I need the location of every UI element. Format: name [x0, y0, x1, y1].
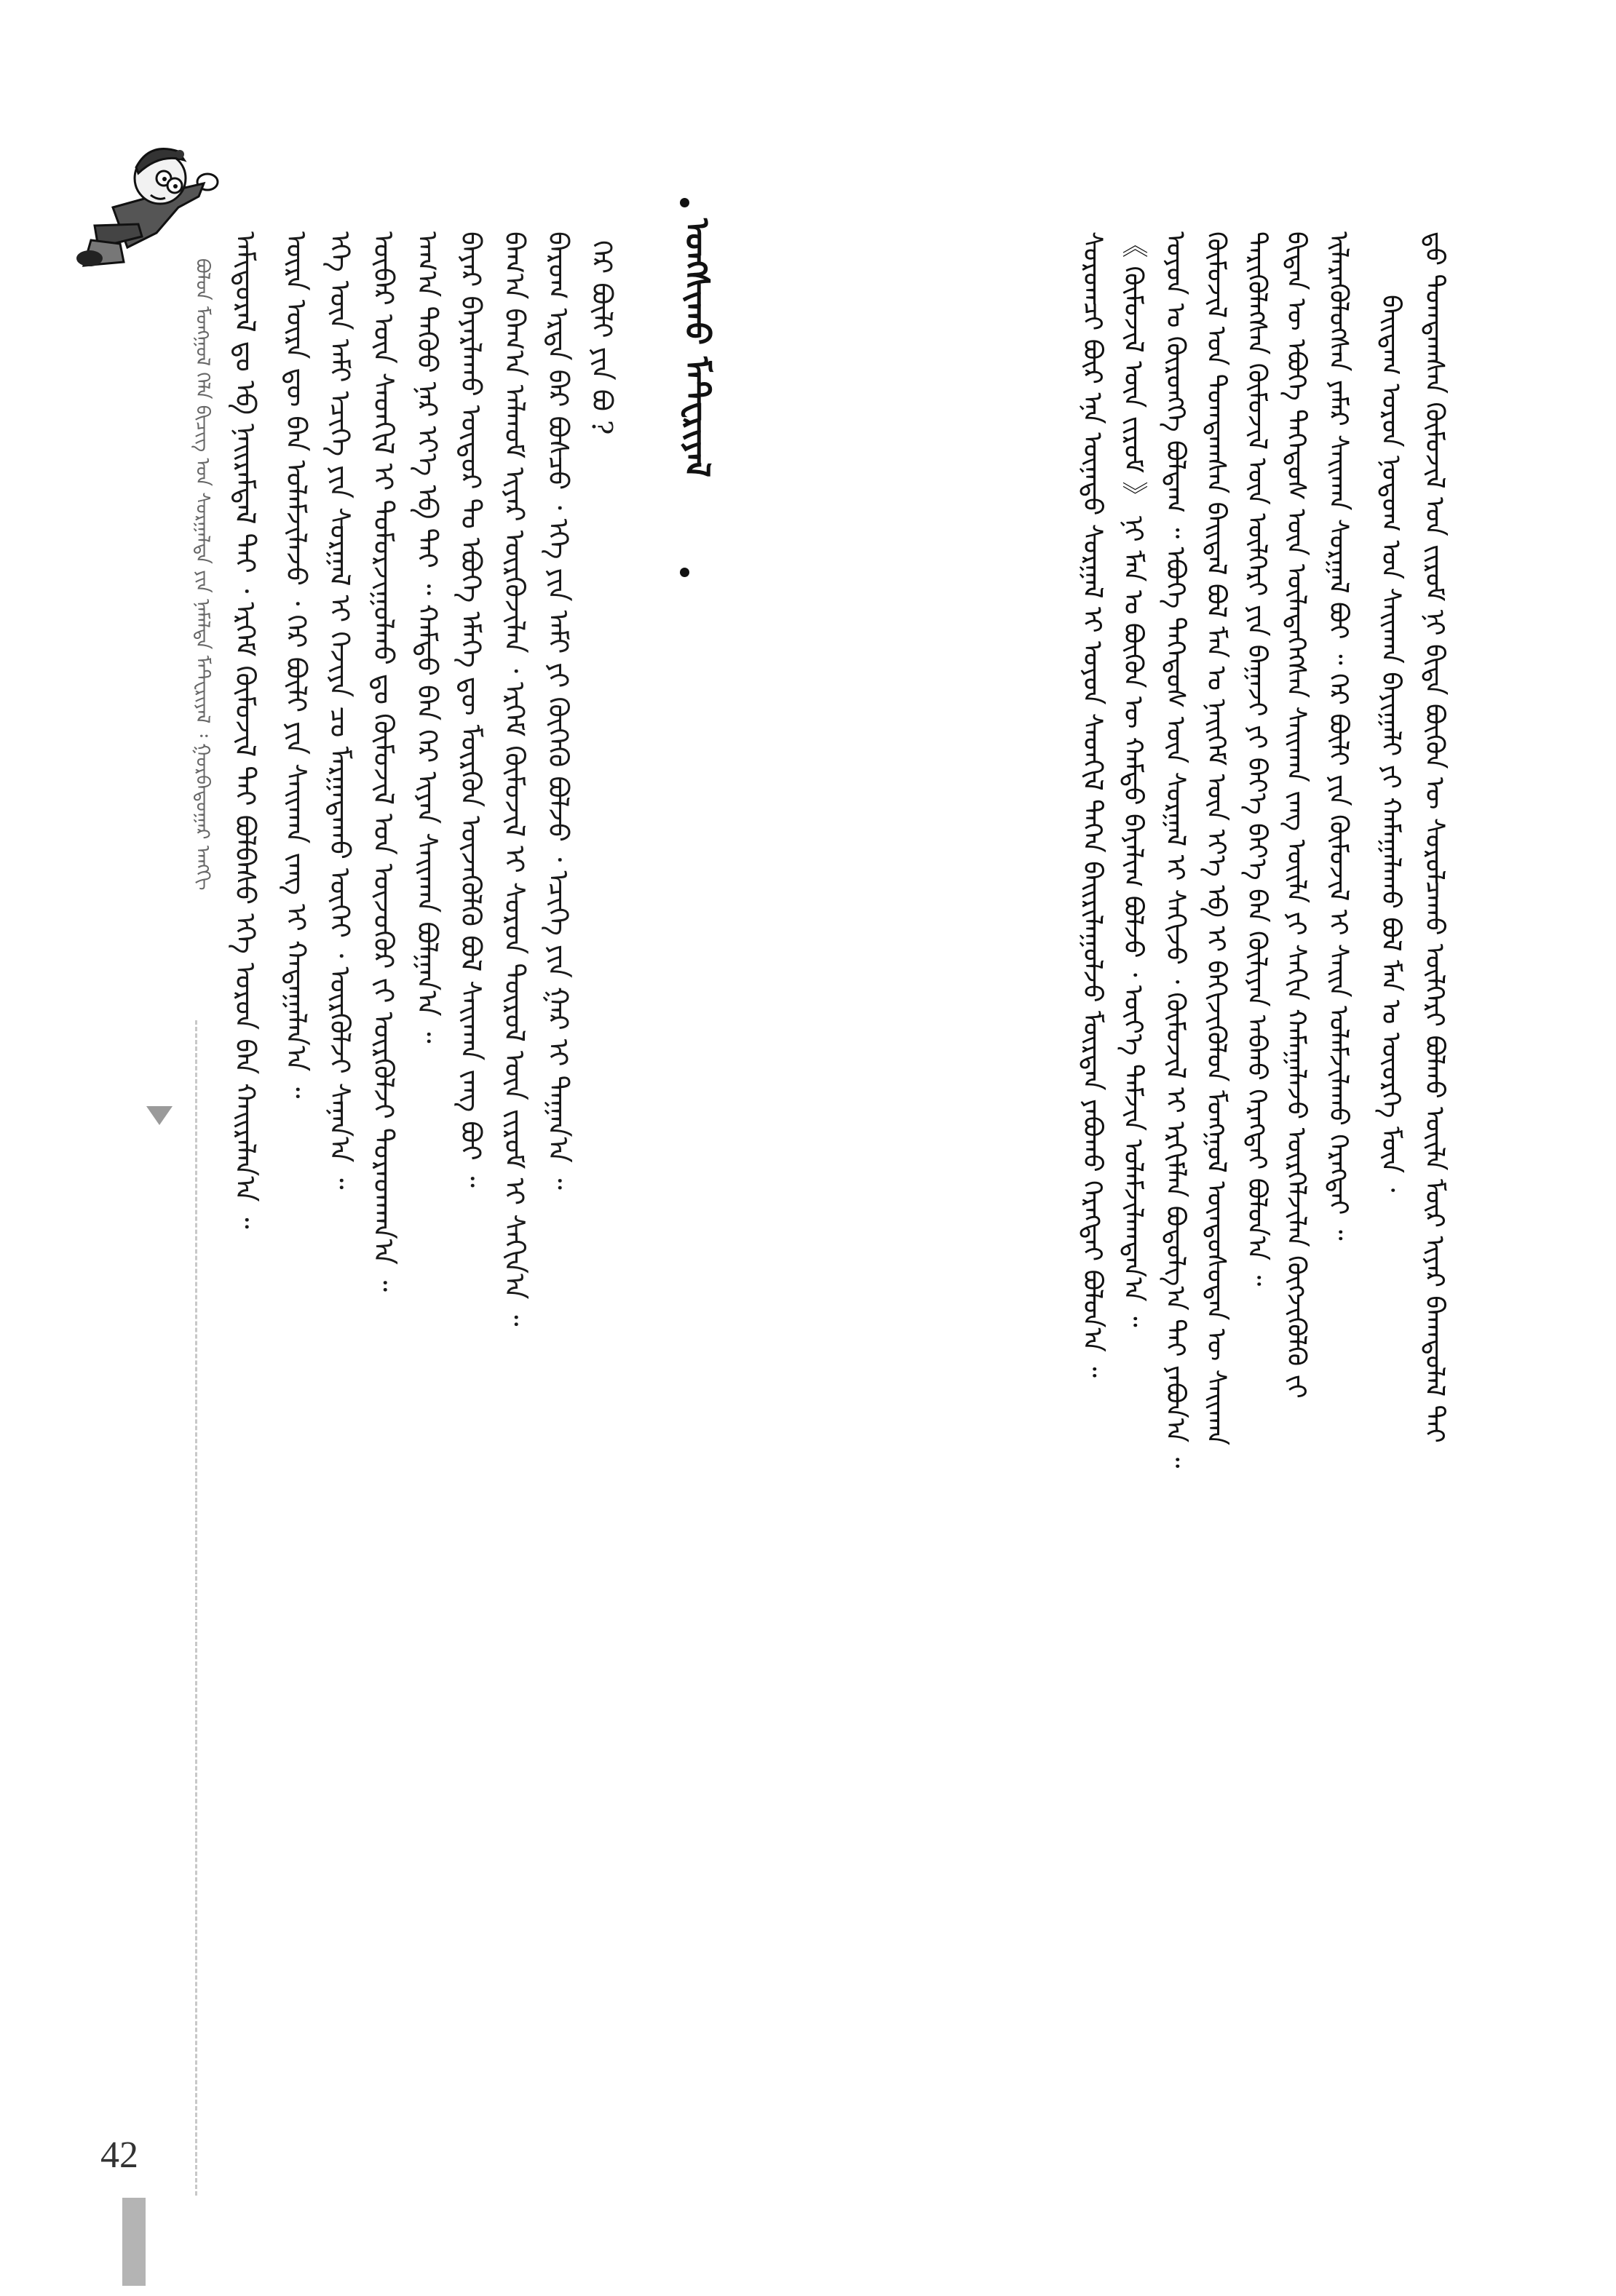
running-head: ᠪᠣᠯᠣᠨ ᠮᠣᠩᠭᠣᠯ ᠬᠡᠯᠡ ᠪᠢᠴᠢᠭ ᠤᠨ ᠰᠤᠷᠭᠠᠯᠳᠠ ᠶᠢᠨ ᠨᠡᠮᠡᠯᠲᠡ ᠮᠠᠲ᠋ᠧᠷᠢᠶᠠᠯ ᠄ ᠭᠤᠷᠪᠠᠳᠤᠭᠠᠷ ᠠᠩᠭᠢ	[191, 258, 213, 891]
verse-line: ᠠᠬ᠎ᠠ ᠳᠡᠭᠦᠦ ᠨᠠᠷ ᠡᠶ᠎ᠡ ᠡᠪ ᠲᠠᠢ ᠃ ᠬᠠᠮᠲᠤ ᠪᠠᠨ ᠭᠡᠷ ᠢᠶᠡᠨ ᠰᠠᠢᠬᠠᠨ ᠪᠣᠯᠭᠠᠨ᠎ᠠ ᠃	[411, 231, 443, 1044]
verse-line: ᠪᠠᠭ᠎ᠠ ᠪᠠᠭ᠎ᠠ ᠠᠯᠬᠤᠮ ᠢᠶᠠᠷ ᠦᠷᠭᠦᠵᠢᠯᠡᠨ ᠂ ᠡᠷᠬᠡᠮ ᠬᠦᠮᠦᠵᠢᠯ ᠢ ᠰᠤᠷᠤᠨ ᠲᠦᠷᠦᠯ ᠦᠨ ᠵᠢᠷᠤᠮ ᠢ ᠰᠠᠬᠢᠨ᠎ᠠ ᠃	[499, 231, 531, 1327]
section-heading: ᠤᠩᠰᠢᠬᠤ ᠮᠠᠲ᠋ᠧᠷᠢᠶᠠᠯ	[678, 218, 717, 478]
verse-line: ᠪᠠᠶᠠᠷ ᠪᠠᠶᠠᠷᠯᠠᠬᠤ ᠦᠳᠦᠷ ᠲᠤ ᠡᠪᠦᠭᠡ ᠡᠮᠡᠭᠡ ᠳᠦ ᠮᠥᠷᠭᠦᠨ ᠦᠵᠡᠭᠦᠯᠬᠦ ᠪᠣᠯ ᠰᠠᠢᠬᠠᠨ ᠵᠠᠩ ᠪᠣᠢ ᠃	[455, 231, 487, 1188]
mascot-boy-illustration	[69, 138, 222, 273]
body-line: ᠣᠶᠤᠨ ᠤ ᠬᠥᠷᠥᠩᠭᠡ ᠪᠣᠯᠳᠠᠭ ᠃ ᠡᠪᠦᠭᠡ ᠳᠡᠭᠡᠳᠦᠰ ᠦᠨ ᠰᠤᠷᠭᠠᠯ ᠢ ᠰᠠᠬᠢᠵᠤ ᠂ ᠬᠦᠮᠦᠵᠢᠯ ᠢ ᠡᠷᠬᠢᠮᠯᠡᠨ ᠪᠣᠳᠣᠯᠭ᠎ᠠ ᠲᠠᠢ ᠶᠠᠪᠤᠨ᠎ᠠ ᠃	[1160, 231, 1190, 1469]
body-line: ᠲᠡᠷᠢᠭᠦᠯᠡᠭᠰᠡᠨ ᠬᠦᠮᠦᠵᠢᠯ ᠦᠨ ᠦᠯᠭᠡᠷᠢ ᠶᠢᠨ ᠪᠠᠭᠠᠵᠢ ᠶᠢ ᠪᠡᠶ᠎ᠡ ᠪᠡᠶ᠎ᠡ ᠪᠡᠨ ᠬᠦᠯᠢᠶᠡᠨ ᠠᠪᠬᠤ ᠬᠡᠷᠡᠭᠲᠡᠢ ᠪᠣᠯᠤᠨ᠎ᠠ ᠃	[1242, 231, 1272, 1287]
body-line: ᠢᠯᠡᠷᠡᠭᠦᠯᠦᠭᠰᠡᠨ ᠶᠠᠮᠠᠷ ᠰᠠᠢᠬᠠᠨ ᠰᠤᠷᠭᠠᠯ ᠪᠣᠢ ᠃ ᠭᠡᠷ ᠪᠦᠯᠢ ᠶᠢᠨ ᠬᠦᠮᠦᠵᠢᠯ ᠢ ᠰᠠᠢᠨ ᠤᠯᠠᠮᠵᠢᠯᠠᠬᠤ ᠬᠡᠷᠡᠭᠲᠡᠢ ᠃	[1323, 231, 1353, 1241]
body-line: ᠬᠦᠮᠦᠵᠢᠯ ᠤᠨ ᠲᠣᠭᠲᠠᠭᠰᠠᠨ ᠪᠠᠢᠳᠠᠯ ᠪᠣᠯ ᠮᠠᠨ ᠤ ᠨᠡᠢᠭᠡᠮ ᠦᠨ ᠡᠶ᠎ᠡ ᠡᠪ ᠢ ᠪᠡᠬᠢᠵᠢᠭᠦᠯᠦᠨ ᠮᠣᠩᠭᠣᠯ ᠦᠨᠳᠦᠰᠦᠲᠡᠨ ᠦ ᠰᠠᠢᠬᠠᠨ	[1201, 231, 1231, 1446]
thumb-index-bar	[122, 2198, 146, 2286]
dashed-divider	[195, 1020, 197, 2196]
verse-line: ᠡᠬᠡ ᠦᠨ ᠠᠮᠢ ᠡᠴᠢᠭᠡ ᠶᠢᠨ ᠰᠤᠷᠭᠠᠯ ᠢ ᠬᠡᠵᠢᠶᠡ ᠴᠤ ᠮᠠᠷᠭᠠᠲᠠᠬᠤ ᠦᠭᠡᠢ ᠂ ᠦᠷᠭᠦᠯᠵᠢ ᠰᠠᠨᠠᠨ᠎ᠠ ᠃	[324, 231, 356, 1190]
body-line: ᠪᠢᠳᠡᠨ ᠦ ᠡᠪᠦᠭᠡ ᠳᠡᠭᠡᠳᠦᠰ ᠦᠨ ᠦᠯᠡᠳᠡᠭᠡᠭᠰᠡᠨ ᠰᠠᠢᠬᠠᠨ ᠵᠠᠩ ᠦᠢᠯᠡ ᠶᠢ ᠰᠠᠬᠢᠨ ᠬᠠᠮᠠᠭᠠᠯᠠᠵᠤ ᠦᠷᠭᠡᠯᠵᠢᠯᠡᠨ ᠬᠦᠭᠵᠢᠭᠦᠯᠬᠦ ᠵᠢ	[1281, 231, 1311, 1399]
body-line: ᠪᠠᠢᠳᠠᠭ ᠣᠷᠣᠨ ᠨᠤᠲᠤᠭ ᠤᠨ ᠰᠠᠢᠬᠠᠨ ᠪᠠᠶᠢᠭᠠᠯᠢ ᠶᠢ ᠬᠠᠮᠠᠭᠠᠯᠠᠬᠤ ᠪᠣᠯ ᠮᠠᠨ ᠤ ᠦᠦᠷᠭᠡ ᠮᠦᠨ ᠂	[1376, 295, 1406, 1193]
verse-line: ᠭᠡᠷ ᠪᠦᠯᠢ ᠶᠢᠨ ᠪᠤ ?	[586, 240, 618, 435]
verse-line: ᠠᠮᠢᠳᠤᠷᠠᠯ ᠳᠤ ᠡᠪ ᠨᠠᠢᠷᠠᠮᠳᠠᠯ ᠲᠠᠢ ᠂ ᠡᠷᠬᠡᠮ ᠬᠦᠮᠦᠵᠢᠯ ᠲᠠᠢ ᠪᠣᠯᠪᠠᠰᠤ ᠡᠬᠡ ᠣᠷᠣᠨ ᠪᠠᠨ ᠬᠠᠢᠷᠠᠯᠠᠨ᠎ᠠ ᠃	[229, 231, 261, 1229]
body-line: 《 ᠬᠦᠮᠦᠵᠢᠯ ᠦᠨ ᠵᠢᠷᠤᠮ 》 ᠨᠢ ᠮᠠᠨ ᠤ ᠪᠦᠬᠦᠨ ᠦ ᠬᠠᠮᠲᠤ ᠪᠠᠶᠠᠯᠢᠭ ᠪᠣᠯᠵᠤ ᠂ ᠦᠶ᠎ᠡ ᠳᠠᠮᠵᠢᠨ ᠤᠯᠠᠮᠵᠢᠯᠠᠭᠳᠠᠨ᠎ᠠ ᠃	[1118, 231, 1148, 1327]
triangle-marker-icon	[146, 1106, 173, 1125]
verse-line: ᠪᠠᠷᠤᠭ ᠡᠷᠲᠡ ᠪᠡᠷ ᠪᠣᠰᠴᠤ ᠂ ᠡᠬᠡ ᠶᠢᠨ ᠠᠮᠢ ᠶᠢ ᠬᠥᠬᠡᠬᠦ ᠪᠣᠯᠵᠤ ᠂ ᠡᠴᠢᠭᠡ ᠶᠢᠨ ᠭᠠᠷ ᠢ ᠳᠠᠭᠠᠨ᠎ᠠ ᠃	[542, 231, 574, 1190]
bullet-icon	[680, 568, 689, 577]
verse-line: ᠥᠪᠡᠷ ᠦᠨ ᠰᠡᠳᠬᠢᠯ ᠢ ᠲᠣᠮᠣᠷᠵᠢᠭᠤᠯᠬᠤ ᠳᠤ ᠬᠦᠮᠦᠵᠢᠯ ᠤᠨ ᠦᠵᠦᠭᠦᠷ ᠵᠢ ᠦᠷᠭᠦᠯᠵᠢ ᠳᠤᠷᠠᠳᠬᠠᠨ᠎ᠠ ᠃	[368, 231, 400, 1292]
page-number: 42	[100, 2134, 138, 2176]
body-line: ᠰᠤᠷᠤᠭᠴᠢ ᠪᠦᠷ ᠡᠨᠡ ᠦᠨᠡᠲᠦ ᠰᠤᠷᠭᠠᠯ ᠢ ᠣᠶᠤᠨ ᠰᠡᠳᠬᠢᠯ ᠳᠡᠭᠡᠨ ᠪᠠᠢᠷᠢᠯᠠᠭᠤᠯᠵᠤ ᠮᠥᠷᠳᠡᠨ ᠶᠠᠪᠤᠬᠤ ᠬᠡᠷᠡᠭᠲᠡᠢ ᠪᠣᠯᠤᠨ᠎ᠠ ᠃	[1077, 231, 1107, 1378]
body-line: ᠳ᠋ᠤ ᠲᠣᠭᠲᠠᠭᠰᠠᠨ ᠬᠦᠮᠦᠵᠢᠯ ᠤᠨ ᠵᠢᠷᠤᠮ ᠨᠢ ᠪᠢᠳᠡ ᠪᠦᠬᠦᠨ ᠦ ᠰᠤᠷᠤᠯᠴᠠᠬᠤ ᠦᠯᠭᠡᠷᠢ ᠪᠣᠯᠬᠤ ᠦᠢᠯᠡ ᠮᠥᠷ ᠢᠶᠡᠷ ᠪᠠᠬᠠᠳᠤᠯᠠᠯ ᠲᠠᠢ	[1419, 231, 1449, 1443]
verse-line: ᠦᠷᠡ ᠦᠷᠡ ᠳᠦ ᠪᠡᠨ ᠤᠯᠠᠮᠵᠢᠯᠠᠵᠤ ᠂ ᠭᠡᠷ ᠪᠦᠯᠢ ᠶᠢᠨ ᠰᠠᠢᠬᠠᠨ ᠵᠠᠩ ᠢ ᠬᠠᠳᠠᠭᠠᠯᠠᠨ᠎ᠠ ᠃	[280, 231, 312, 1099]
bullet-icon	[680, 198, 689, 207]
